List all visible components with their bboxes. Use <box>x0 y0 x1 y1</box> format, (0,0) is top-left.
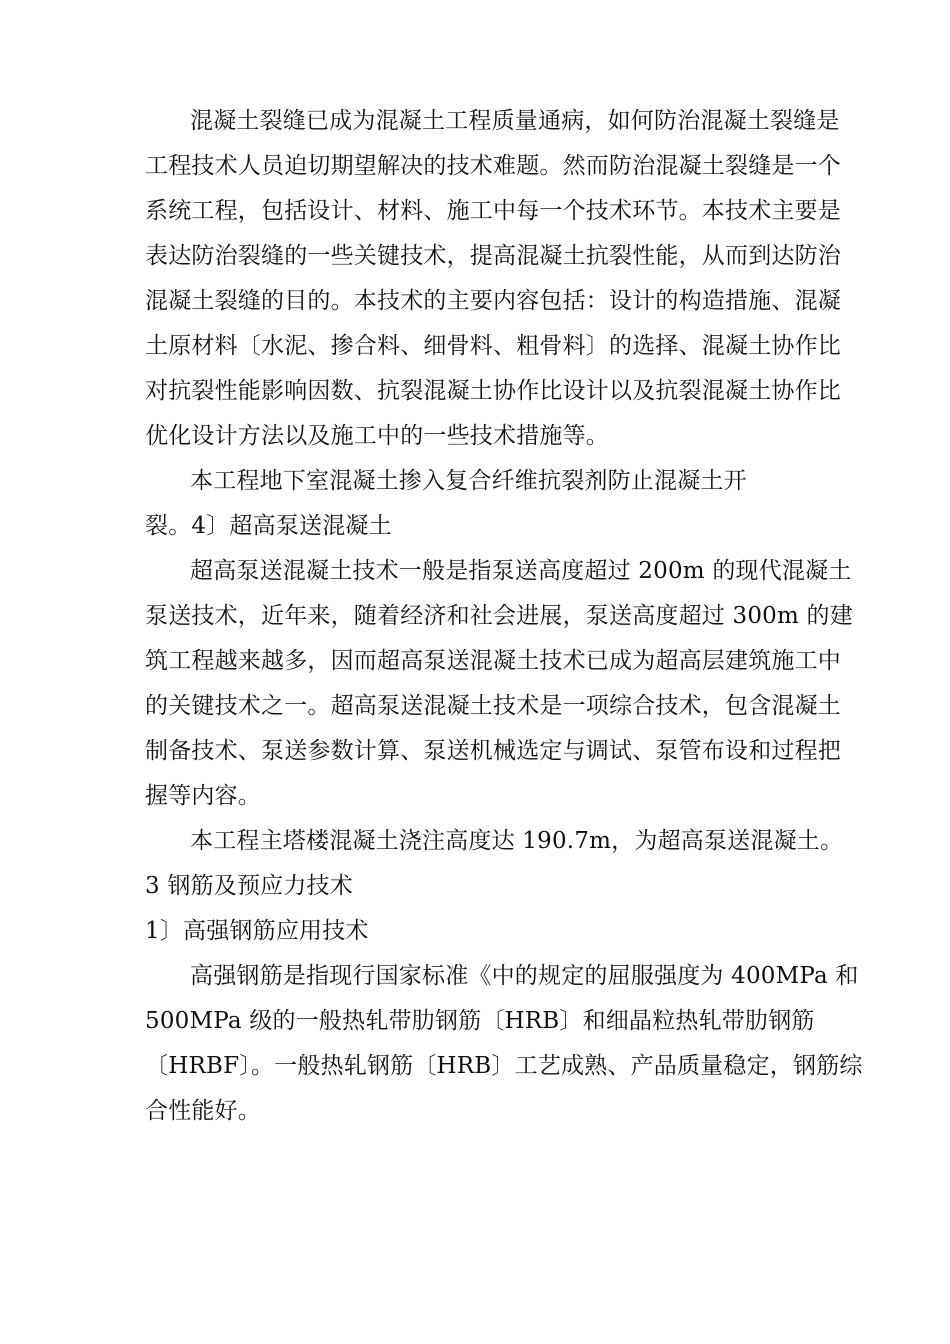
paragraph-line: 对抗裂性能影响因数、抗裂混凝土协作比设计以及抗裂混凝土协作比 <box>145 378 841 404</box>
paragraph-line: 的关键技术之一。超高泵送混凝土技术是一项综合技术，包含混凝土 <box>145 693 841 719</box>
paragraph-line: 〔HRBF〕。一般热轧钢筋〔HRB〕工艺成熟、产品质量稳定，钢筋综 <box>145 1053 863 1079</box>
paragraph-line: 表达防治裂缝的一些关键技术，提高混凝土抗裂性能，从而到达防治 <box>145 243 841 269</box>
paragraph-line: 优化设计方法以及施工中的一些技术措施等。 <box>145 423 609 449</box>
paragraph-line: 制备技术、泵送参数计算、泵送机械选定与调试、泵管布设和过程把 <box>145 738 841 764</box>
paragraph-line: 系统工程，包括设计、材料、施工中每一个技术环节。本技术主要是 <box>145 198 841 224</box>
paragraph-line: 超高泵送混凝土技术一般是指泵送高度超过 200m 的现代混凝土 <box>190 558 852 584</box>
paragraph-line: 工程技术人员迫切期望解决的技术难题。然而防治混凝土裂缝是一个 <box>145 153 841 179</box>
paragraph-line: 500MPa 级的一般热轧带肋钢筋〔HRB〕和细晶粒热轧带肋钢筋 <box>145 1008 815 1034</box>
section-heading: 裂。4〕超高泵送混凝土 <box>145 513 392 539</box>
paragraph-line: 高强钢筋是指现行国家标准《中的规定的屈服强度为 400MPa 和 <box>190 963 859 989</box>
subsection-heading: 1〕高强钢筋应用技术 <box>145 918 369 944</box>
paragraph-line: 混凝土裂缝已成为混凝土工程质量通病，如何防治混凝土裂缝是 <box>190 108 840 134</box>
paragraph-line: 泵送技术，近年来，随着经济和社会进展，泵送高度超过 300m 的建 <box>145 603 853 629</box>
paragraph-line: 土原材料〔水泥、掺合料、细骨料、粗骨料〕的选择、混凝土协作比 <box>145 333 841 359</box>
paragraph-line: 混凝土裂缝的目的。本技术的主要内容包括：设计的构造措施、混凝 <box>145 288 841 314</box>
paragraph-line: 筑工程越来越多，因而超高泵送混凝土技术已成为超高层建筑施工中 <box>145 648 841 674</box>
paragraph-line: 握等内容。 <box>145 783 261 809</box>
paragraph-line: 本工程地下室混凝土掺入复合纤维抗裂剂防止混凝土开 <box>190 468 747 494</box>
paragraph-line: 合性能好。 <box>145 1098 261 1124</box>
paragraph-line: 本工程主塔楼混凝土浇注高度达 190.7m，为超高泵送混凝土。 <box>190 828 844 854</box>
section-heading: 3 钢筋及预应力技术 <box>145 873 353 899</box>
